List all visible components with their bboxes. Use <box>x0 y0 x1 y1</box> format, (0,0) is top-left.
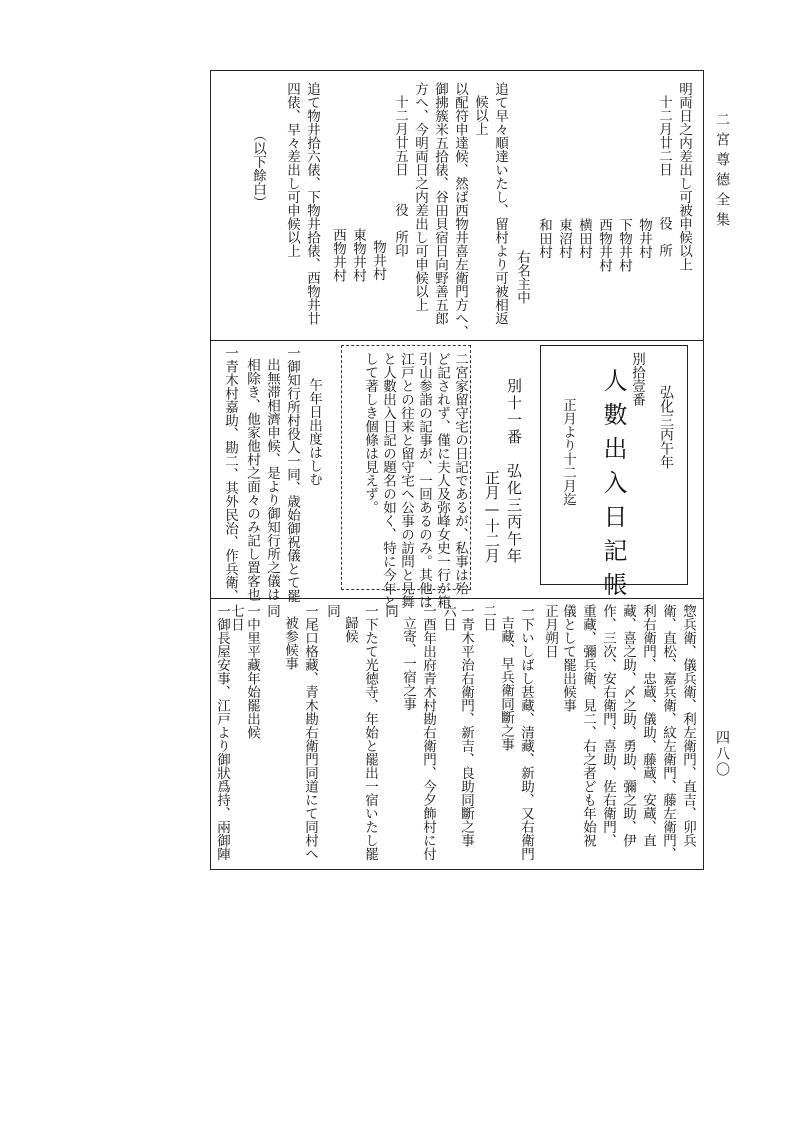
top-col: 以配符申達候、然ば西物井喜左衛門方へ、 <box>452 82 468 339</box>
top-col: 右名主中 <box>514 250 530 304</box>
middle-col: 出無滞相濟申候、是より御知行所之儀は <box>264 358 280 601</box>
top-col: 横田村 <box>576 218 592 259</box>
bottom-col: 同 <box>324 604 340 618</box>
bottom-col: 歸候 <box>342 616 358 643</box>
bottom-col: 六日 <box>440 604 456 631</box>
title-period: 正月より十二月迄 <box>560 398 576 506</box>
bottom-col: 一尾口格藏、青木勘右衛門同道にて同村へ <box>302 604 318 861</box>
bottom-col: 同 <box>382 604 398 618</box>
bottom-col: 同 <box>264 604 280 618</box>
top-col: 下物井村 <box>616 218 632 272</box>
heading-period: 正月—十二月 <box>483 470 501 563</box>
bottom-col: 一酉年出府青木村勘右衛門、今夕飾村に付 <box>420 604 436 861</box>
middle-col: 相除き、他家他村之面々のみ記し置客也 <box>244 358 260 601</box>
top-col: 東物井村 <box>350 228 366 282</box>
top-col: 物井村 <box>636 218 652 259</box>
top-col: 和田村 <box>536 218 552 259</box>
note-col: 江戸との往来と留守宅へ公事の訪問と見舞 <box>398 352 414 609</box>
title-series: 別拾壹番 <box>629 352 645 406</box>
note-col: と人數出入日記の題名の如く、特に今年と <box>380 352 396 609</box>
top-col: 西物井村 <box>330 228 346 282</box>
bottom-col: 衛、直松、嘉兵衛、紋左衛門、藤左衛門、 <box>660 604 676 861</box>
bottom-col: 作、三次、安右衛門、喜助、佐右衛門、 <box>600 604 616 847</box>
top-col: 明両日之内差出し可被申候以上 <box>676 82 692 271</box>
top-col: （以下餘白） <box>250 128 266 209</box>
bottom-col: 一下たて光徳寺、年始と罷出一宿いたし罷 <box>362 604 378 861</box>
title-era: 弘化三丙午年 <box>658 385 674 469</box>
page-number: 四八〇 <box>714 730 730 778</box>
top-col: 候以上 <box>472 95 488 136</box>
bottom-col: 重藏、彌兵衛、見二、右之者ども年始祝 <box>580 604 596 847</box>
bottom-col: 一青木平治右衛門、新吉、良助同斷之事 <box>458 604 474 847</box>
bottom-col: 利右衛門、忠蔵、儀助、藤蔵、安蔵、直 <box>640 604 656 847</box>
top-col: 御拂簇米五拾俵、谷田貝宿日向野善五郎 <box>432 82 448 325</box>
top-col: 十二月廿二日 役 所 <box>656 95 672 257</box>
middle-col: 午年日出度はしむ <box>306 378 322 486</box>
title-main: 人數出入日記帳 <box>599 368 627 606</box>
middle-col: 一御知行所村役人一同、歳始御祝儀とて罷 <box>284 346 300 603</box>
top-col: 方へ、今明両日之内差出し可申候以上 <box>412 82 428 312</box>
top-col: 追て物井拾六俵、下物井拾俵、西物井廿 <box>304 82 320 325</box>
top-col: 追て早々順達いたし、留村より可被相返 <box>492 82 508 325</box>
note-col: ど記されず、僅に夫人及弥峰女史一行が箱 <box>434 352 450 609</box>
bottom-col: 一下いしばし甚藏、清藏、新助、又右衛門 <box>518 604 534 861</box>
top-col: 東沼村 <box>556 218 572 259</box>
top-col: 西物井村 <box>596 218 612 272</box>
bottom-col: 七日 <box>228 604 244 631</box>
top-col: 十二月廿五日 役 所印 <box>392 95 408 257</box>
middle-col: 一青木村嘉助、勘二、其外民治、作兵衛、 <box>222 346 238 603</box>
bottom-col: 吉藏、早兵衛同斷之事 <box>498 616 514 751</box>
bottom-col: 儀として罷出候事 <box>560 604 576 712</box>
bottom-col: 二日 <box>480 604 496 631</box>
bottom-col: 立寄、一宿之事 <box>400 616 416 711</box>
running-head: 二宮尊德全集 <box>714 112 730 232</box>
bottom-col: 正月朔日 <box>542 604 558 658</box>
heading-line: 別十一番 弘化三丙午年 <box>505 378 523 565</box>
bottom-col: 被参候事 <box>282 616 298 670</box>
bottom-col: 一中里平藏年始罷出候 <box>244 604 260 739</box>
note-col: 引山参詣の記事が、一回あるのみ。其他は <box>416 352 432 609</box>
bottom-col: 藏、喜之助、〆之助、勇助、彌之助、伊 <box>620 604 636 847</box>
bottom-col: 惣兵衛、儀兵衛、利左衛門、直吉、卯兵 <box>680 604 696 847</box>
top-col: 四俵、早々差出し可申候以上 <box>284 82 300 258</box>
top-col: 物井村 <box>370 240 386 281</box>
bottom-col: 一御長屋安事、江戸より御狀爲持、兩御陣 <box>214 604 230 861</box>
note-col: して著しき個條は見えず。 <box>362 352 378 514</box>
note-col: 二宮家留守宅の日記であるが、私事は殆 <box>452 352 468 595</box>
divider-upper <box>210 340 704 341</box>
